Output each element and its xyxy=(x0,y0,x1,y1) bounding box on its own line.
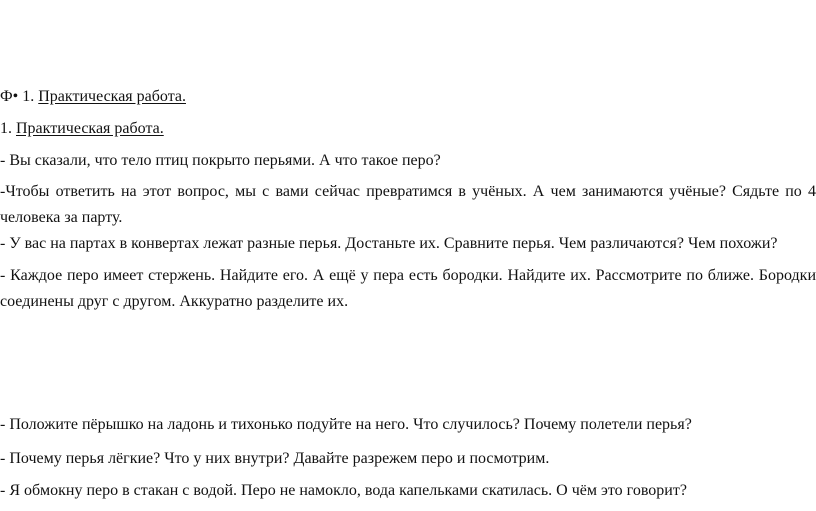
paragraph-shaft-barbs: - Каждое перо имеет стержень. Найдите его. А ещё у пера есть бородки. Найдите их. Рассмотрите по ближе. Бородки соединены друг с другом. Аккуратно разделите их. xyxy=(0,267,816,310)
header-line xyxy=(0,87,186,107)
paragraph-blow-feather: - Положите пёрышко на ладонь и тихонько подуйте на него. Что случилось? Почему полетели перья? xyxy=(0,416,692,433)
section-title: Практическая работа. xyxy=(16,120,164,137)
bullet-icon: • xyxy=(12,88,19,105)
header-number: 1. xyxy=(22,88,35,105)
section-number: 1. xyxy=(0,120,12,137)
header-title: Практическая работа. xyxy=(38,88,186,105)
paragraph-question-feather: - Вы сказали, что тело птиц покрыто перьями. А что такое перо? xyxy=(0,152,441,169)
section-heading xyxy=(0,119,164,139)
paragraph-light-feathers: - Почему перья лёгкие? Что у них внутри? Давайте разрежем перо и посмотрим. xyxy=(0,450,550,467)
paragraph-water-test: - Я обмокну перо в стакан с водой. Перо не намокло, вода капельками скатилась. О чём это говорит? xyxy=(0,482,687,499)
header-prefix: Ф xyxy=(0,88,13,105)
paragraph-scientists: -Чтобы ответить на этот вопрос, мы с вами сейчас превратимся в учёных. А чем занимаются учёные? Сядьте по 4 человека за парту. xyxy=(0,183,816,226)
paragraph-compare-feathers: - У вас на партах в конвертах лежат разные перья. Достаньте их. Сравните перья. Чем различаются? Чем похожи? xyxy=(0,235,778,252)
